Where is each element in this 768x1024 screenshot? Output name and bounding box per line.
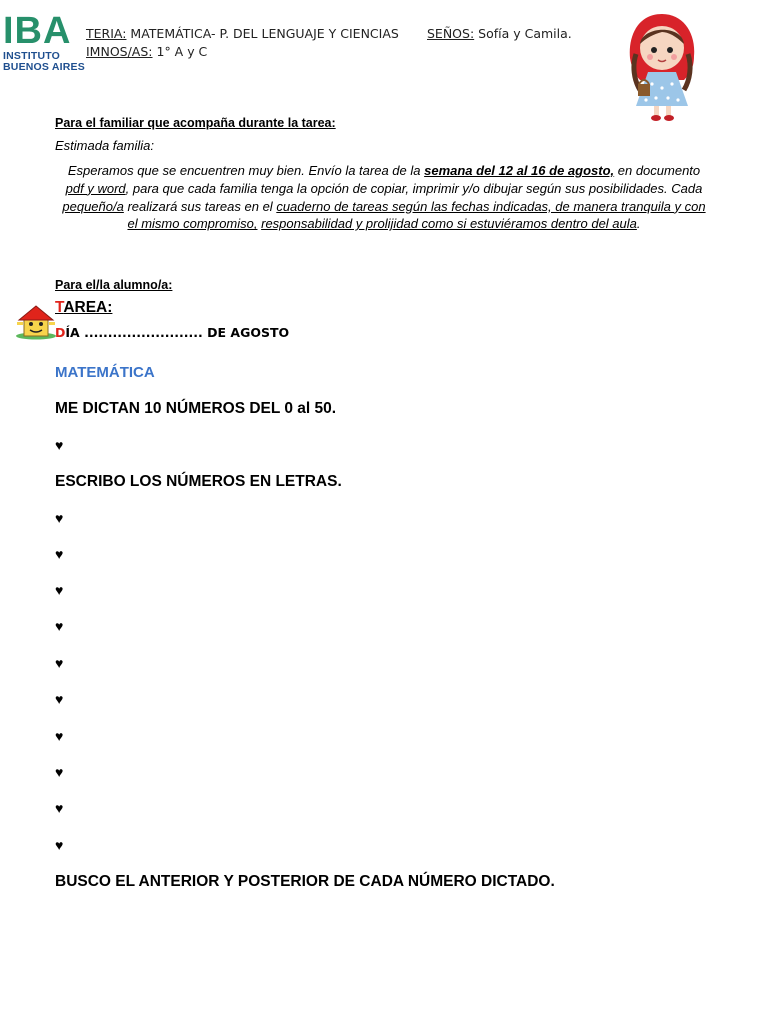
- materia-label: TERIA:: [86, 26, 127, 41]
- bullet-heart: ♥: [55, 728, 64, 744]
- school-logo: [0, 8, 86, 74]
- tarea-heading: [55, 299, 112, 317]
- bullet-heart: ♥: [55, 546, 64, 562]
- bullet-heart: ♥: [55, 691, 64, 707]
- family-greeting: Estimada familia:: [55, 138, 154, 153]
- materia-value: MATEMÁTICA- P. DEL LENGUAJE Y CIENCIAS: [126, 26, 399, 41]
- senos-value: Sofía y Camila.: [474, 26, 572, 41]
- paragraph-formats: pdf y word: [65, 180, 126, 196]
- dia-line: [55, 325, 289, 340]
- bullet-heart: ♥: [55, 800, 64, 816]
- paragraph-week-dates: semana del 12 al 16 de agosto,: [424, 163, 615, 178]
- bullet-heart: ♥: [55, 618, 64, 634]
- math-instruction-2: ESCRIBO LOS NÚMEROS EN LETRAS.: [55, 473, 342, 490]
- paragraph-text-2: en documento: [614, 163, 701, 178]
- paragraph-text-3: , para que cada familia tenga la opción de copiar, imprimir y/o dibujar según sus posibilidades. Cada: [125, 180, 703, 196]
- materia-line: [86, 26, 399, 41]
- senos-line: [427, 26, 572, 41]
- paragraph-responsibility: responsabilidad y prolijidad como si estuviéramos dentro del aula: [261, 216, 637, 232]
- bullet-heart: ♥: [55, 510, 64, 526]
- math-instruction-3: BUSCO EL ANTERIOR Y POSTERIOR DE CADA NÚMERO DICTADO.: [55, 873, 555, 890]
- bullet-heart: ♥: [55, 582, 64, 598]
- red-riding-hood-illustration: [622, 10, 702, 126]
- bullet-heart: ♥: [55, 837, 64, 853]
- math-instruction-1: ME DICTAN 10 NÚMEROS DEL 0 al 50.: [55, 400, 337, 417]
- family-paragraph: [58, 162, 710, 233]
- dia-rest: ÍA ......................... DE AGOSTO: [65, 325, 290, 340]
- paragraph-text-6: .: [636, 216, 641, 232]
- alumnos-label: IMNOS/AS:: [86, 44, 153, 59]
- tarea-initial: T: [55, 299, 64, 316]
- logo-line-2: BUENOS AIRES: [3, 61, 85, 73]
- house-icon: [15, 302, 57, 340]
- alumnos-line: [86, 44, 207, 59]
- bullet-heart: ♥: [55, 764, 64, 780]
- alumnos-value: 1° A y C: [152, 44, 208, 59]
- family-heading: Para el familiar que acompaña durante la tarea:: [55, 116, 336, 130]
- student-heading: Para el/la alumno/a:: [55, 278, 173, 292]
- paragraph-text-4: realizará sus tareas en el: [123, 198, 277, 214]
- paragraph-text-1: Esperamos que se encuentren muy bien. Envío la tarea de la: [67, 163, 425, 178]
- tarea-rest: AREA:: [63, 299, 113, 316]
- logo-mark: IBA: [3, 10, 72, 52]
- bullet-heart: ♥: [55, 655, 64, 671]
- paragraph-child: pequeño/a: [62, 198, 124, 214]
- bullet-heart: ♥: [55, 437, 64, 453]
- logo-line-1: INSTITUTO: [3, 50, 61, 62]
- math-title: MATEMÁTICA: [55, 364, 155, 381]
- dia-initial: D: [55, 325, 66, 340]
- senos-label: SEÑOS:: [427, 26, 475, 41]
- paragraph-notebook: cuaderno de tareas según las fechas indicadas, de manera tranquila y con el mismo compromiso,: [127, 198, 706, 232]
